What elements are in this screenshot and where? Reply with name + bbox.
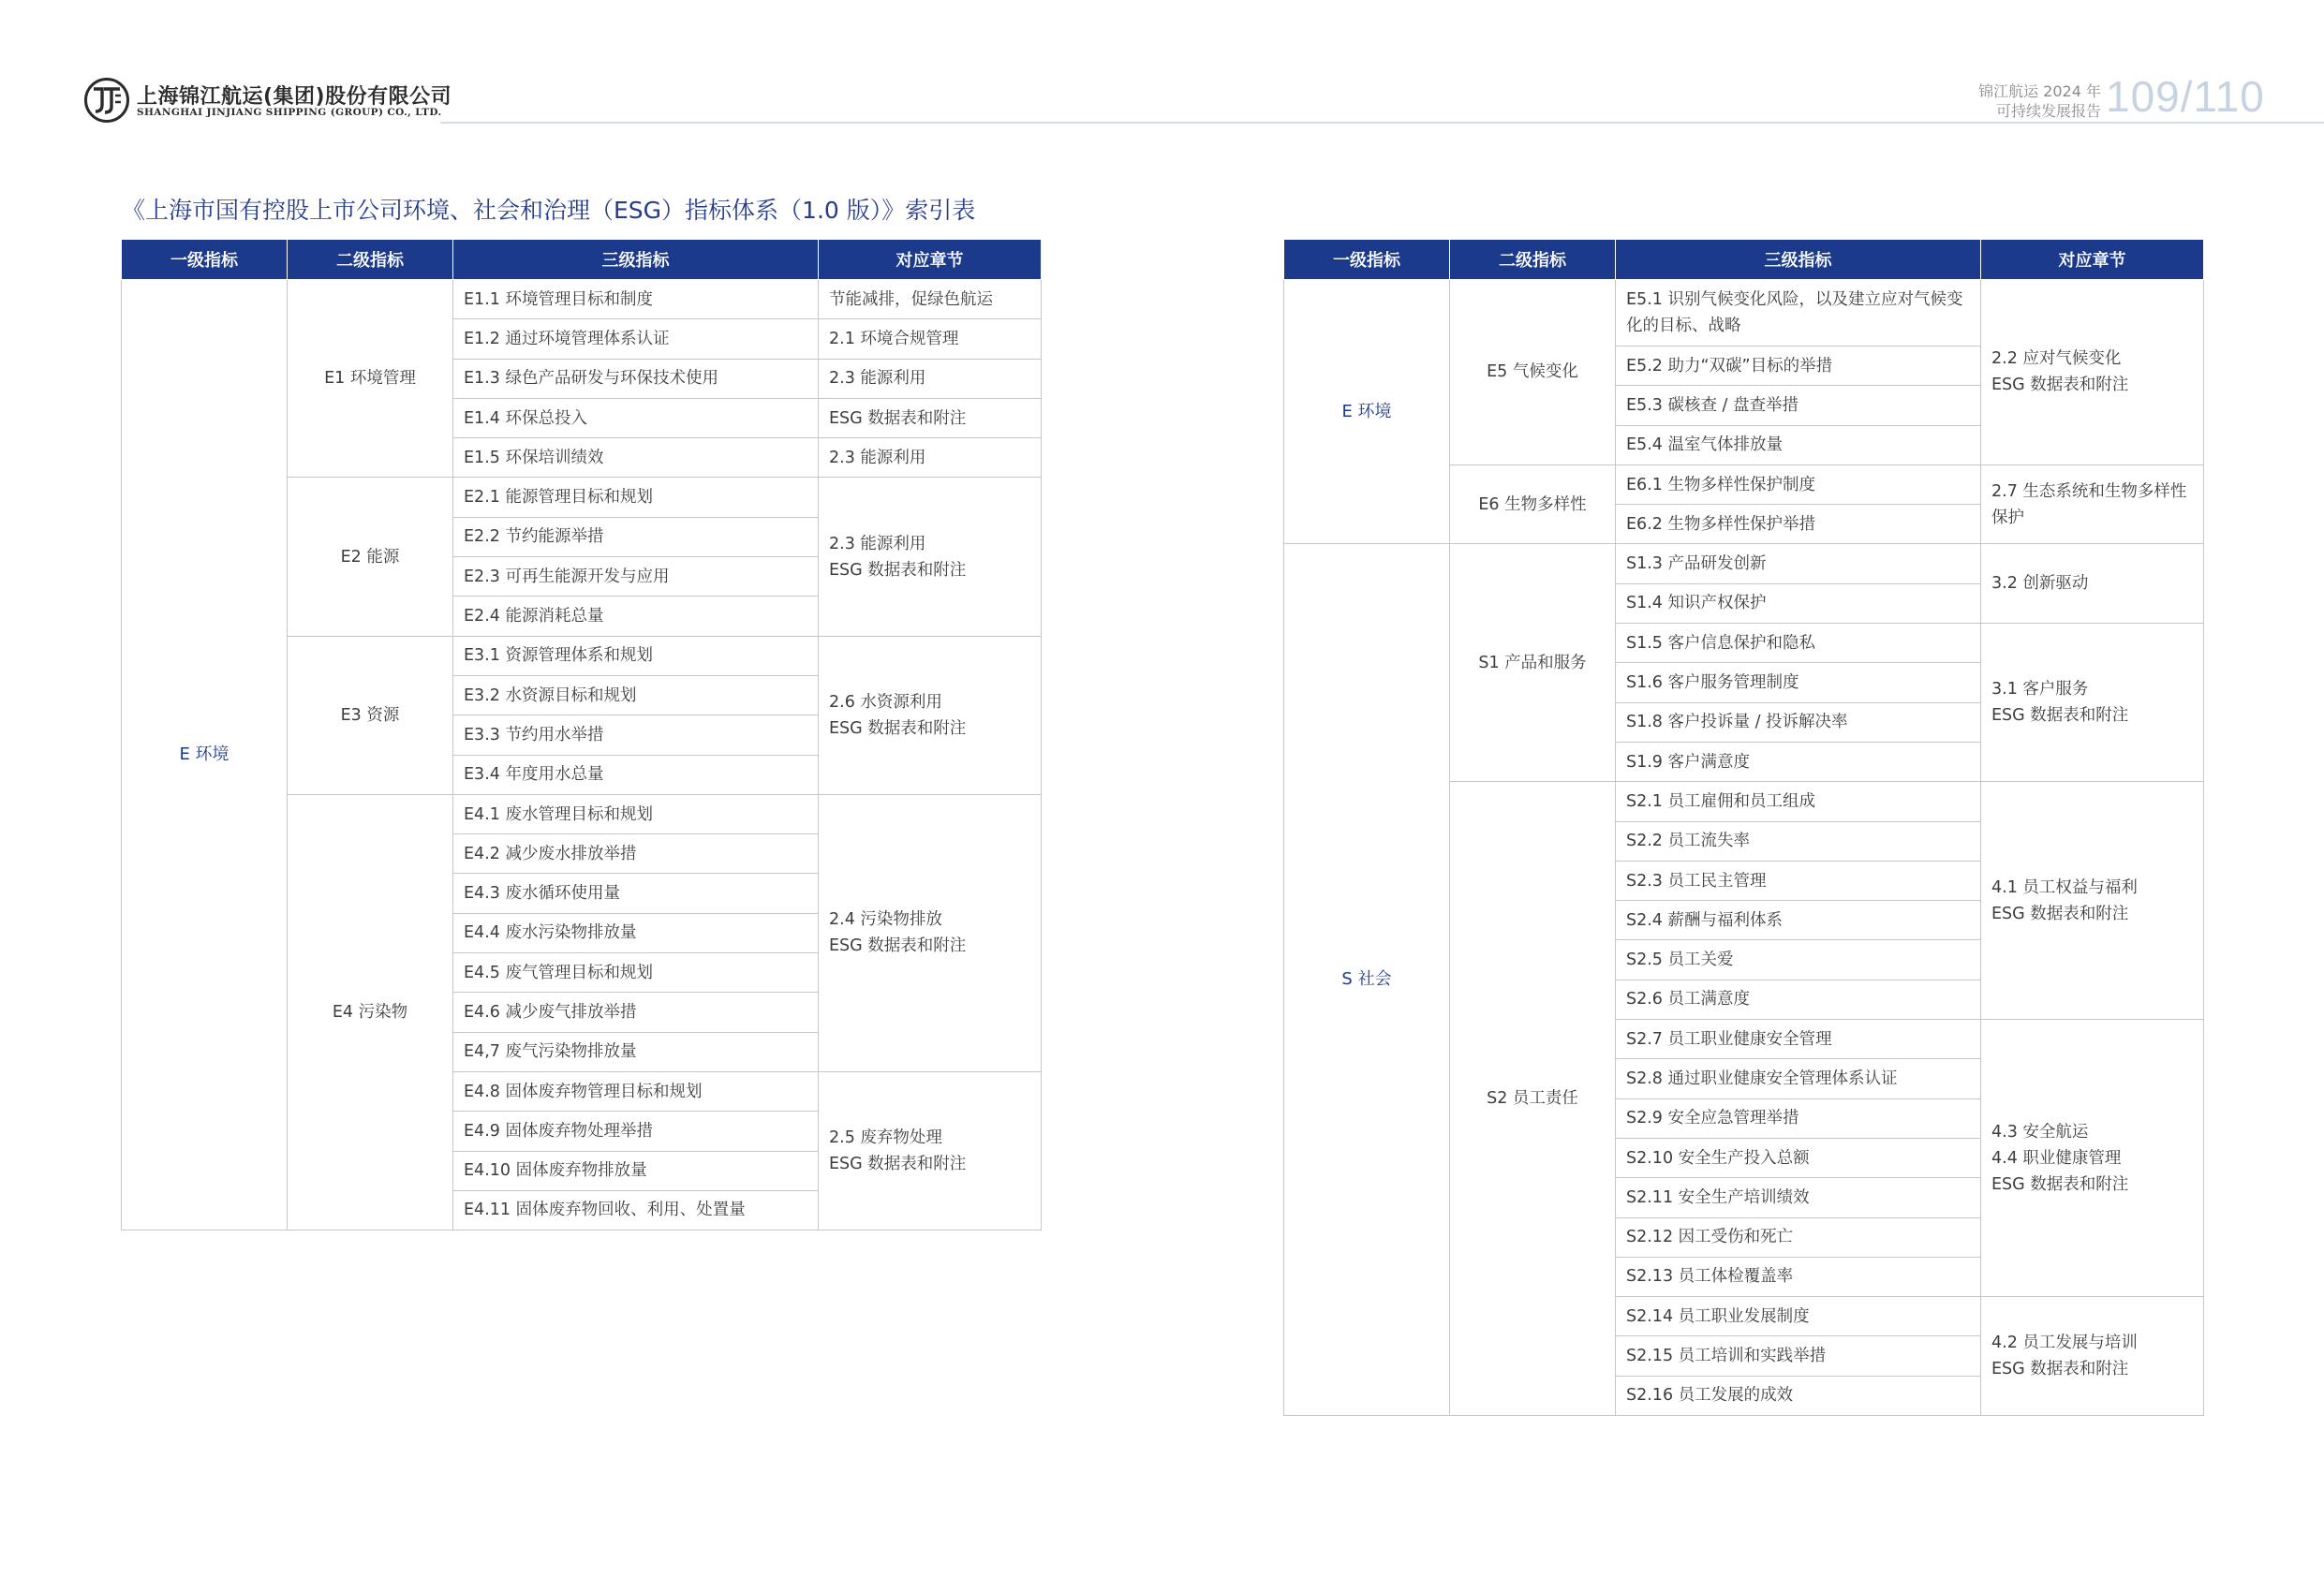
- level3-indicator: S2.4 薪酬与福利体系: [1616, 901, 1981, 940]
- column-header: 对应章节: [1981, 240, 2204, 280]
- report-title-line1: 锦江航运 2024 年: [1978, 82, 2101, 100]
- level3-indicator: S2.8 通过职业健康安全管理体系认证: [1616, 1059, 1981, 1098]
- level3-indicator: S1.5 客户信息保护和隐私: [1616, 624, 1981, 663]
- chapter-reference: [1981, 1297, 2204, 1416]
- level3-indicator: E2.4 能源消耗总量: [453, 597, 819, 636]
- chapter-reference: [819, 398, 1042, 437]
- chapter-line: 3.2 创新驱动: [1991, 574, 2089, 594]
- chapter-line: ESG 数据表和附注: [829, 560, 967, 580]
- level3-indicator: E3.4 年度用水总量: [453, 755, 819, 794]
- chapter-line: 2.3 能源利用: [829, 534, 926, 553]
- level3-indicator: S2.16 员工发展的成效: [1616, 1376, 1981, 1415]
- column-header: 一级指标: [122, 240, 288, 280]
- level3-indicator: S2.12 因工受伤和死亡: [1616, 1217, 1981, 1257]
- level3-indicator: E4.5 废气管理目标和规划: [453, 953, 819, 993]
- level3-indicator: E1.2 通过环境管理体系认证: [453, 319, 819, 359]
- table-header-row: [122, 240, 1042, 280]
- chapter-line: 3.1 客户服务: [1991, 680, 2089, 700]
- company-name-cn: 上海锦江航运(集团)股份有限公司: [137, 85, 452, 109]
- level2-indicator: E1 环境管理: [288, 280, 453, 478]
- jinjiang-logo-icon: [82, 77, 131, 124]
- level3-indicator: E4.4 废水污染物排放量: [453, 913, 819, 952]
- level3-indicator: E1.4 环保总投入: [453, 398, 819, 437]
- level3-indicator: S2.2 员工流失率: [1616, 821, 1981, 861]
- level3-indicator: E3.3 节约用水举措: [453, 715, 819, 755]
- level3-indicator: S2.6 员工满意度: [1616, 980, 1981, 1019]
- level2-indicator: E3 资源: [288, 636, 453, 794]
- level1-indicator: E 环境: [122, 280, 288, 1231]
- header-divider: [440, 122, 2324, 124]
- chapter-line: 4.2 员工发展与培训: [1991, 1334, 2138, 1353]
- level3-indicator: E6.2 生物多样性保护举措: [1616, 505, 1981, 544]
- chapter-reference: [819, 1071, 1042, 1230]
- chapter-reference: [819, 438, 1042, 478]
- chapter-line: ESG 数据表和附注: [1991, 1360, 2129, 1379]
- chapter-line: 2.7 生态系统和生物多样性保护: [1991, 481, 2187, 527]
- chapter-line: ESG 数据表和附注: [829, 408, 967, 428]
- chapter-line: 2.3 能源利用: [829, 448, 926, 467]
- level3-indicator: S1.8 客户投诉量 / 投诉解决率: [1616, 702, 1981, 742]
- column-header: 对应章节: [819, 240, 1042, 280]
- chapter-line: 4.4 职业健康管理: [1991, 1148, 2122, 1168]
- level3-indicator: E3.1 资源管理体系和规划: [453, 636, 819, 675]
- level3-indicator: E4.1 废水管理目标和规划: [453, 794, 819, 833]
- chapter-reference: [1981, 544, 2204, 624]
- chapter-reference: [819, 636, 1042, 794]
- chapter-line: ESG 数据表和附注: [1991, 904, 2129, 923]
- level3-indicator: S1.4 知识产权保护: [1616, 583, 1981, 623]
- chapter-line: ESG 数据表和附注: [829, 718, 967, 738]
- chapter-line: 4.3 安全航运: [1991, 1122, 2089, 1142]
- chapter-line: ESG 数据表和附注: [1991, 1174, 2129, 1194]
- chapter-line: 2.1 环境合规管理: [829, 329, 959, 348]
- level3-indicator: E1.1 环境管理目标和制度: [453, 280, 819, 319]
- index-table-right: [1283, 239, 2204, 1416]
- level3-indicator: E4.3 废水循环使用量: [453, 874, 819, 913]
- chapter-line: 2.4 污染物排放: [829, 910, 942, 930]
- level3-indicator: S2.15 员工培训和实践举措: [1616, 1336, 1981, 1376]
- chapter-line: 4.1 员工权益与福利: [1991, 877, 2138, 897]
- chapter-reference: [819, 794, 1042, 1071]
- chapter-line: 2.2 应对气候变化: [1991, 349, 2122, 369]
- level3-indicator: E2.3 可再生能源开发与应用: [453, 557, 819, 597]
- level3-indicator: S2.11 安全生产培训绩效: [1616, 1178, 1981, 1217]
- level3-indicator: E5.3 碳核查 / 盘查举措: [1616, 386, 1981, 425]
- chapter-reference: [1981, 782, 2204, 1020]
- page-number: 109/110: [2106, 72, 2265, 121]
- level1-indicator: S 社会: [1284, 544, 1450, 1416]
- level3-indicator: S2.14 员工职业发展制度: [1616, 1297, 1981, 1336]
- chapter-line: 2.5 废弃物处理: [829, 1128, 942, 1148]
- chapter-reference: [819, 478, 1042, 636]
- level3-indicator: S2.3 员工民主管理: [1616, 861, 1981, 900]
- chapter-line: ESG 数据表和附注: [1991, 376, 2129, 395]
- level3-indicator: E3.2 水资源目标和规划: [453, 675, 819, 715]
- level3-indicator: S2.9 安全应急管理举措: [1616, 1098, 1981, 1138]
- level3-indicator: E4.10 固体废弃物排放量: [453, 1151, 819, 1190]
- level3-indicator: E4.9 固体废弃物处理举措: [453, 1112, 819, 1151]
- level3-indicator: S1.9 客户满意度: [1616, 742, 1981, 781]
- level3-indicator: E2.2 节约能源举措: [453, 517, 819, 556]
- column-header: 一级指标: [1284, 240, 1450, 280]
- level2-indicator: E6 生物多样性: [1450, 464, 1616, 544]
- column-header: 三级指标: [1616, 240, 1981, 280]
- level3-indicator: S1.3 产品研发创新: [1616, 544, 1981, 583]
- index-table-left: [121, 239, 1042, 1231]
- level3-indicator: E6.1 生物多样性保护制度: [1616, 464, 1981, 504]
- chapter-reference: [1981, 1020, 2204, 1297]
- level3-indicator: E5.4 温室气体排放量: [1616, 425, 1981, 464]
- chapter-line: 节能减排，促绿色航运: [829, 289, 993, 309]
- level2-indicator: S2 员工责任: [1450, 782, 1616, 1416]
- chapter-line: ESG 数据表和附注: [829, 936, 967, 956]
- level2-indicator: E2 能源: [288, 478, 453, 636]
- level3-indicator: E4.8 固体废弃物管理目标和规划: [453, 1071, 819, 1111]
- level3-indicator: E4.11 固体废弃物回收、利用、处置量: [453, 1190, 819, 1230]
- level3-indicator: E1.3 绿色产品研发与环保技术使用: [453, 359, 819, 398]
- column-header: 二级指标: [1450, 240, 1616, 280]
- page-title: 《上海市国有控股上市公司环境、社会和治理（ESG）指标体系（1.0 版）》索引表: [122, 197, 976, 224]
- table-header-row: [1284, 240, 2204, 280]
- level3-indicator: E4.6 减少废气排放举措: [453, 993, 819, 1032]
- level3-indicator: S2.7 员工职业健康安全管理: [1616, 1020, 1981, 1059]
- level2-indicator: E4 污染物: [288, 794, 453, 1230]
- report-title: [1978, 81, 2101, 121]
- level2-indicator: S1 产品和服务: [1450, 544, 1616, 782]
- level1-indicator: E 环境: [1284, 280, 1450, 544]
- chapter-reference: [819, 359, 1042, 398]
- table-row: [1284, 280, 2204, 346]
- column-header: 二级指标: [288, 240, 453, 280]
- level3-indicator: E2.1 能源管理目标和规划: [453, 478, 819, 517]
- column-header: 三级指标: [453, 240, 819, 280]
- level3-indicator: S1.6 客户服务管理制度: [1616, 663, 1981, 702]
- level3-indicator: S2.10 安全生产投入总额: [1616, 1138, 1981, 1177]
- page-header: [0, 0, 2324, 131]
- chapter-reference: [819, 319, 1042, 359]
- chapter-reference: [1981, 464, 2204, 544]
- report-title-line2: 可持续发展报告: [1995, 102, 2101, 120]
- chapter-line: ESG 数据表和附注: [829, 1155, 967, 1174]
- level3-indicator: E4,7 废气污染物排放量: [453, 1032, 819, 1071]
- level3-indicator: S2.13 员工体检覆盖率: [1616, 1257, 1981, 1296]
- level3-indicator: S2.5 员工关爱: [1616, 940, 1981, 980]
- level3-indicator: E4.2 减少废水排放举措: [453, 834, 819, 874]
- chapter-line: 2.6 水资源利用: [829, 692, 942, 712]
- level3-indicator: S2.1 员工雇佣和员工组成: [1616, 782, 1981, 821]
- chapter-reference: [1981, 624, 2204, 782]
- level2-indicator: E5 气候变化: [1450, 280, 1616, 465]
- chapter-reference: [819, 280, 1042, 319]
- chapter-reference: [1981, 280, 2204, 465]
- chapter-line: 2.3 能源利用: [829, 369, 926, 389]
- level3-indicator: E5.2 助力“双碳”目标的举措: [1616, 346, 1981, 386]
- level3-indicator: E1.5 环保培训绩效: [453, 438, 819, 478]
- company-name-en: SHANGHAI JINJIANG SHIPPING (GROUP) CO., LTD.: [137, 107, 442, 118]
- table-row: [122, 280, 1042, 319]
- chapter-line: ESG 数据表和附注: [1991, 706, 2129, 726]
- table-row: [1284, 544, 2204, 583]
- level3-indicator: E5.1 识别气候变化风险，以及建立应对气候变化的目标、战略: [1616, 280, 1981, 346]
